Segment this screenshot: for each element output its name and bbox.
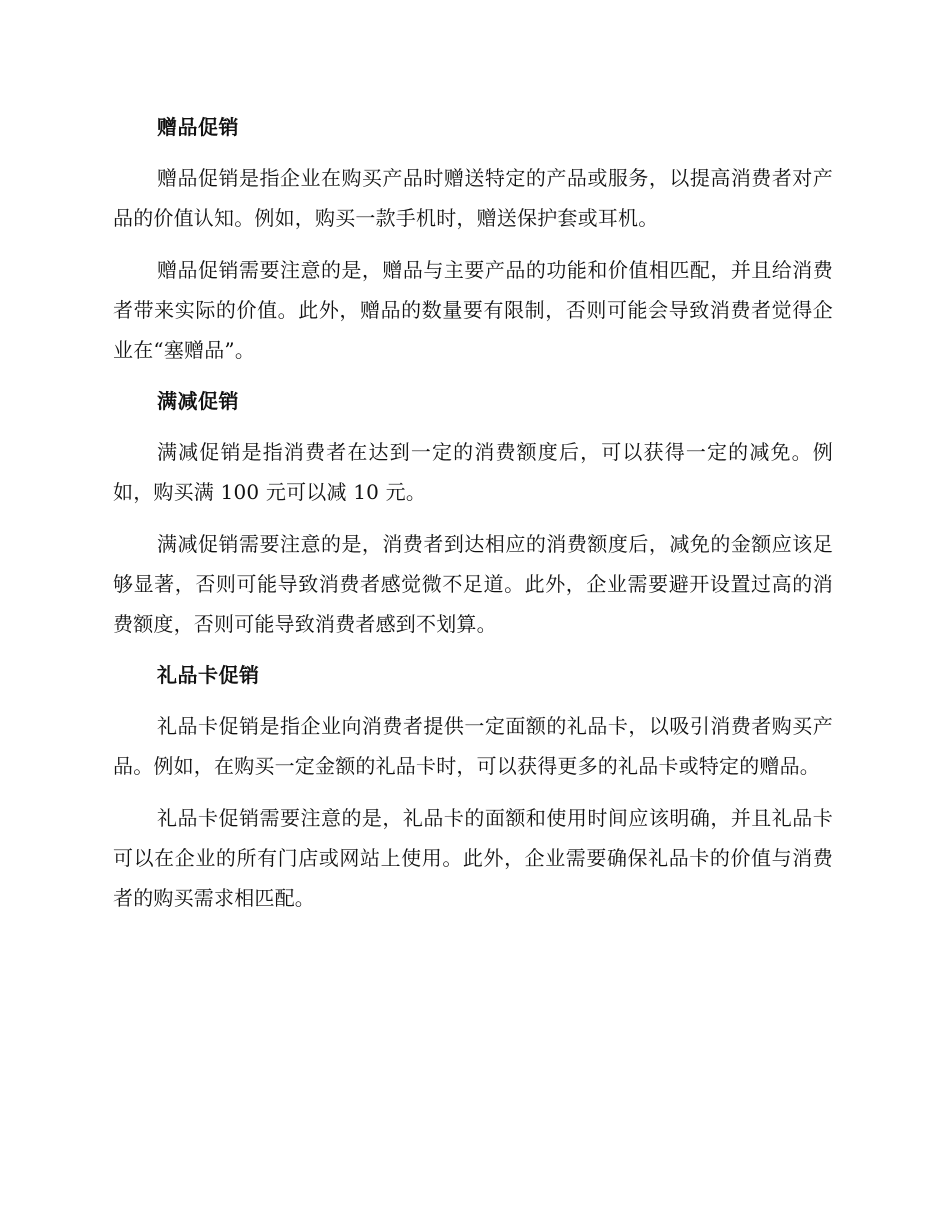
section-gift-card-promotion: [113, 656, 833, 918]
paragraph: 满减促销需要注意的是，消费者到达相应的消费额度后，减免的金额应该足够显著，否则可能导致消费者感觉微不足道。此外，企业需要避开设置过高的消费额度，否则可能导致消费者感到不划算。: [113, 532, 833, 636]
section-heading: 满减促销: [157, 389, 239, 413]
section-heading: 赠品促销: [157, 115, 239, 139]
section-discount-promotion: [113, 382, 833, 644]
document-page: [113, 108, 833, 930]
paragraph: 礼品卡促销需要注意的是，礼品卡的面额和使用时间应该明确，并且礼品卡可以在企业的所有门店或网站上使用。此外，企业需要确保礼品卡的价值与消费者的购买需求相匹配。: [113, 806, 833, 910]
paragraph: 满减促销是指消费者在达到一定的消费额度后，可以获得一定的减免。例如，购买满 100 元可以减 10 元。: [113, 440, 833, 504]
section-heading: 礼品卡促销: [157, 663, 260, 687]
paragraph: 礼品卡促销是指企业向消费者提供一定面额的礼品卡，以吸引消费者购买产品。例如，在购买一定金额的礼品卡时，可以获得更多的礼品卡或特定的赠品。: [113, 714, 833, 778]
section-gift-promotion: [113, 108, 833, 370]
paragraph: 赠品促销需要注意的是，赠品与主要产品的功能和价值相匹配，并且给消费者带来实际的价值。此外，赠品的数量要有限制，否则可能会导致消费者觉得企业在“塞赠品”。: [113, 258, 833, 362]
paragraph: 赠品促销是指企业在购买产品时赠送特定的产品或服务，以提高消费者对产品的价值认知。例如，购买一款手机时，赠送保护套或耳机。: [113, 166, 833, 230]
